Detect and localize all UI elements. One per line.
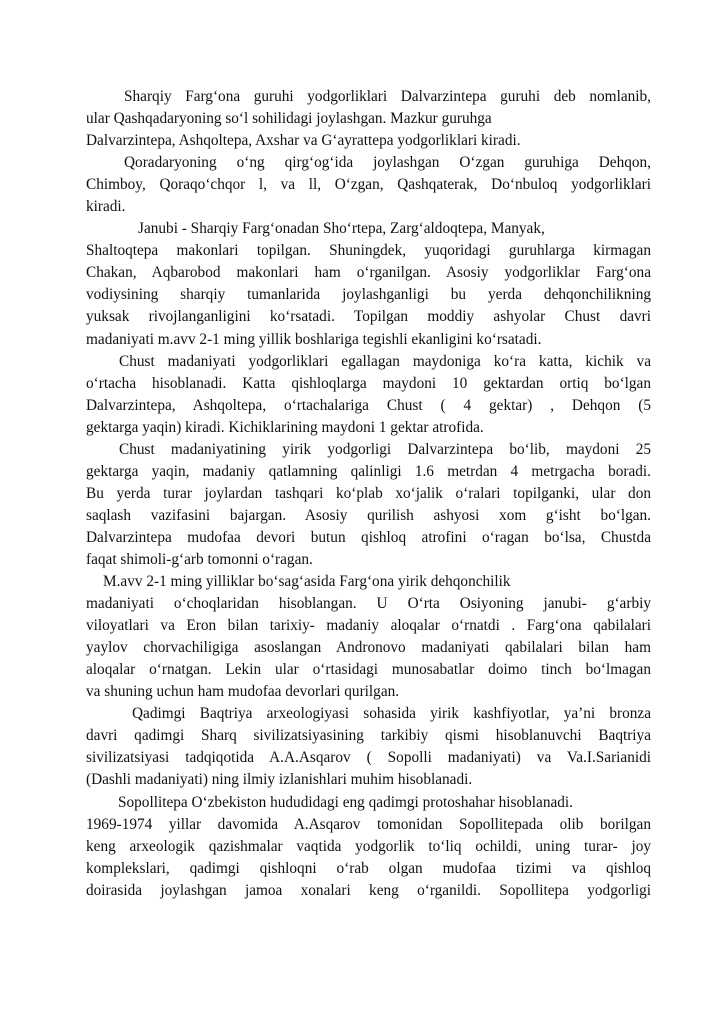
text-line: davri qadimgi Sharq sivilizatsiyasining tarkibiy qismi hisoblanuvchi Baqtriya [86,727,651,745]
text-line: keng arxeologik qazishmalar vaqtida yodgorlik to‘liq ochildi, uning turar- joy [86,837,651,855]
text-line: (Dashli madaniyati) ning ilmiy izlanishlari muhim hisoblanadi. [86,771,473,789]
text-line: Janubi - Sharqiy Farg‘onadan Sho‘rtepa, Zarg‘aldoqtepa, Manyak, [138,220,545,238]
text-line: saqlash vazifasini bajargan. Asosiy qurilish ashyosi xom g‘isht bo‘lgan. [86,506,651,524]
text-line: komplekslari, qadimgi qishloqni o‘rab olgan mudofaa tizimi va qishloq [86,859,651,877]
paragraph [86,439,651,571]
text-line: Chust madaniyati yodgorliklari egallagan maydoniga ko‘ra katta, kichik va [119,352,651,370]
text-line: gektarga yaqin, madaniy qatlamning qalinligi 1.6 metrdan 4 metrgacha boradi. [86,462,651,480]
text-line: kiradi. [86,198,126,216]
text-line: Chakan, Aqbarobod makonlari ham o‘rganilgan. Asosiy yodgorliklar Farg‘ona [86,264,651,282]
text-line: sivilizatsiyasi tadqiqotida A.A.Asqarov ( Sopolli madaniyati) va Va.I.Sarianidi [86,749,651,767]
text-line: madaniyati m.avv 2-1 ming yillik boshlariga tegishli ekanligini ko‘rsatadi. [86,330,542,348]
paragraph [86,703,651,791]
paragraph [86,152,651,218]
text-line: faqat shimoli-g‘arb tomonni o‘ragan. [86,550,313,568]
text-line: Chimboy, Qoraqo‘chqor l, va ll, O‘zgan, Qashqaterak, Do‘nbuloq yodgorliklari [86,176,651,194]
text-line: M.avv 2-1 ming yilliklar bo‘sag‘asida Farg‘ona yirik dehqonchilik [103,573,511,591]
text-line: Sopollitepa O‘zbekiston hududidagi eng qadimgi protoshahar hisoblanadi. [118,793,574,811]
text-line: madaniyati o‘choqlaridan hisoblangan. U O‘rta Osiyoning janubi- g‘arbiy [86,595,651,613]
text-line: ular Qashqadaryoning so‘l sohilidagi joylashgan. Mazkur guruhga [86,110,492,128]
paragraph [86,351,651,439]
text-line: Qadimgi Baqtriya arxeologiyasi sohasida yirik kashfiyotlar, ya’ni bronza [132,705,651,723]
text-line: viloyatlari va Eron bilan tarixiy- madaniy aloqalar o‘rnatdi . Farg‘ona qabilalari [86,617,651,635]
text-line: Dalvarzintepa, Ashqoltepa, o‘rtachalariga Chust ( 4 gektar) , Dehqon (5 [86,396,651,414]
text-line: vodiysining sharqiy tumanlarida joylashganligi bu yerda dehqonchilikning [86,286,651,304]
text-line: Bu yerda turar joylardan tashqari ko‘plab xo‘jalik o‘ralari topilganki, ular don [86,484,651,502]
text-line: 1969-1974 yillar davomida A.Asqarov tomonidan Sopollitepada olib borilgan [86,815,651,833]
text-line: Sharqiy Farg‘ona guruhi yodgorliklari Dalvarzintepa guruhi deb nomlanib, [124,88,651,105]
text-line: gektarga yaqin) kiradi. Kichiklarining maydoni 1 gektar atrofida. [86,418,484,436]
text-line: Dalvarzintepa mudofaa devori butun qishloq atrofini o‘ragan bo‘lsa, Chustda [86,528,651,546]
text-line: doirasida joylashgan jamoa xonalari keng o‘rganildi. Sopollitepa yodgorligi [86,881,651,899]
paragraph [86,86,651,152]
text-line: Qoradaryoning o‘ng qirg‘og‘ida joylashgan O‘zgan guruhiga Dehqon, [124,154,651,172]
text-line: yuksak rivojlanganligini ko‘rsatadi. Topilgan moddiy ashyolar Chust davri [86,308,651,326]
text-line: va shuning uchun ham mudofaa devorlari qurilgan. [86,683,400,701]
text-line: aloqalar o‘rnatgan. Lekin ular o‘rtasidagi munosabatlar doimo tinch bo‘lmagan [86,661,651,679]
text-line: Shaltoqtepa makonlari topilgan. Shuningdek, yuqoridagi guruhlarga kirmagan [86,242,651,260]
text-line: o‘rtacha hisoblanadi. Katta qishloqlarga maydoni 10 gektardan ortiq bo‘lgan [86,374,651,392]
paragraph [86,571,651,703]
document-page [86,86,651,902]
paragraph [86,218,651,350]
paragraph [86,792,651,902]
text-line: Chust madaniyatining yirik yodgorligi Dalvarzintepa bo‘lib, maydoni 25 [119,440,651,458]
text-line: yaylov chorvachiligiga asoslangan Andronovo madaniyati qabilalari bilan ham [86,639,651,657]
text-line: Dalvarzintepa, Ashqoltepa, Axshar va G‘ayrattepa yodgorliklari kiradi. [86,132,521,150]
